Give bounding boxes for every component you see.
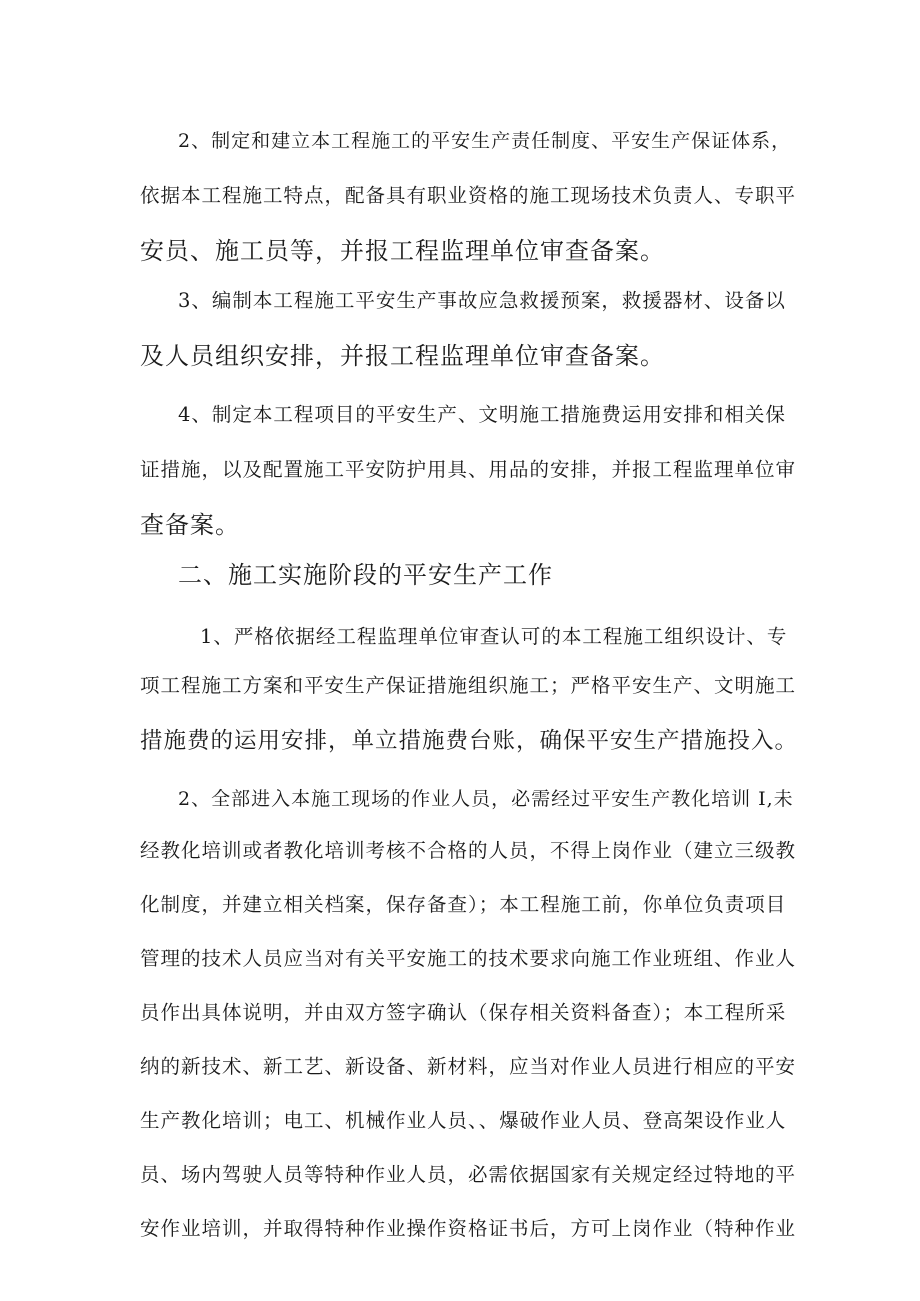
text-line: 证措施，以及配置施工平安防护用具、用品的安排，并报工程监理单位审 (140, 458, 797, 481)
text-line: 项工程施工方案和平安生产保证措施组织施工；严格平安生产、文明施工 (140, 674, 797, 697)
text-line: 管理的技术人员应当对有关平安施工的技术要求向施工作业班组、作业人 (140, 947, 797, 970)
text-line: 措施费的运用安排，单立措施费台账，确保平安生产措施投入。 (140, 728, 799, 754)
text-line: 员、场内驾驶人员等特种作业人员，必需依据国家有关规定经过特地的平 (140, 1163, 797, 1186)
text-line: 4、制定本工程项目的平安生产、文明施工措施费运用安排和相关保 (178, 403, 786, 426)
text-line: 纳的新技术、新工艺、新设备、新材料，应当对作业人员进行相应的平安 (140, 1055, 797, 1078)
text-line: 依据本工程施工特点，配备具有职业资格的施工现场技术负责人、专职平 (140, 184, 797, 207)
text-line: 安作业培训，并取得特种作业操作资格证书后，方可上岗作业（特种作业 (140, 1217, 797, 1240)
text-line: 及人员组织安排，并报工程监理单位审查备案。 (140, 342, 665, 370)
text-line: 查备案。 (140, 511, 240, 539)
text-line: 2、制定和建立本工程施工的平安生产责任制度、平安生产保证体系， (178, 130, 792, 152)
text-line: 员作出具体说明，并由双方签字确认（保存相关资料备查）；本工程所采 (140, 1001, 787, 1024)
heading-text: 二、施工实施阶段的平安生产工作 (178, 561, 553, 589)
text-line: 1、严格依据经工程监理单位审查认可的本工程施工组织设计、专 (200, 625, 788, 648)
text-line: 3、编制本工程施工平安生产事故应急救援预案，救援器材、设备以 (178, 289, 786, 312)
text-line: 经教化培训或者教化培训考核不合格的人员，不得上岗作业（建立三级教 (140, 839, 797, 862)
text-line: 化制度，并建立相关档案，保存备查）；本工程施工前，你单位负责项目 (140, 893, 787, 916)
text-line: 生产教化培训；电工、机械作业人员、、爆破作业人员、登高架设作业人 (140, 1109, 787, 1132)
text-line: 安员、施工员等，并报工程监理单位审查备案。 (140, 237, 665, 265)
text-line: 2、全部进入本施工现场的作业人员，必需经过平安生产教化培训 I,未 (178, 788, 794, 810)
